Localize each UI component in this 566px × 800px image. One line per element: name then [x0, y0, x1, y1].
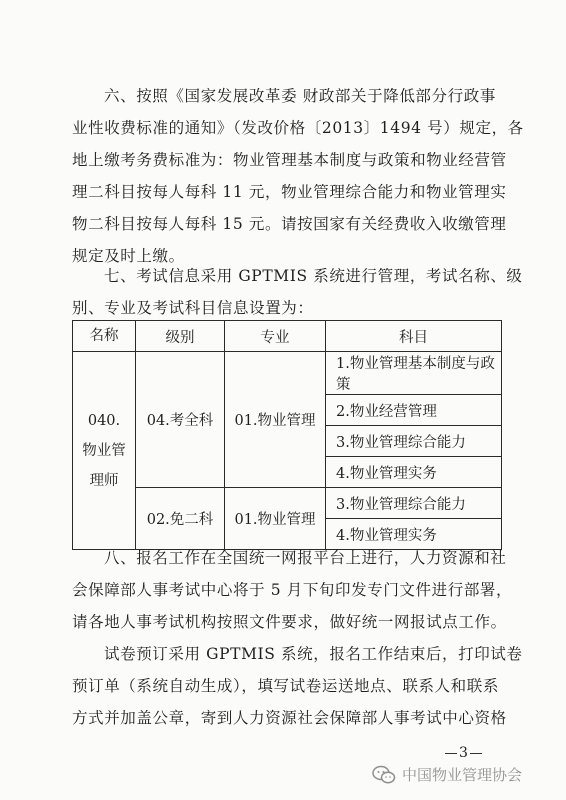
exam-name-line: 040.: [87, 412, 121, 429]
text-line: 业性收费标准的通知》（发改价格〔2013〕1494 号）规定，各: [72, 119, 524, 137]
exam-name-line: 理师: [89, 472, 119, 489]
exam-name-cell: [73, 352, 136, 550]
wechat-icon: [372, 765, 396, 785]
subject-cell: 4.物业管理实务: [326, 519, 502, 550]
subject-cell: 1.物业管理基本制度与政策: [326, 352, 502, 395]
text-line: 六、按照《国家发展改革委 财政部关于降低部分行政事: [104, 87, 496, 105]
dash-left: [445, 753, 457, 754]
text-line: 八、报名工作在全国统一网报平台上进行，人力资源和社: [104, 549, 507, 567]
text-line: 七、考试信息采用 GPTMIS 系统进行管理，考试名称、级: [104, 267, 523, 285]
level-cell: 04.考全科: [136, 352, 225, 488]
page-number-value: 3: [459, 745, 468, 761]
subject-cell: 2.物业经营管理: [326, 395, 502, 426]
major-cell: 01.物业管理: [225, 488, 326, 550]
text-line: 试卷预订采用 GPTMIS 系统，报名工作结束后，打印试卷: [104, 645, 523, 663]
subject-cell: 4.物业管理实务: [326, 457, 502, 488]
header-subject: 科目: [326, 321, 502, 352]
text-line: 别、专业及考试科目信息设置为：: [72, 299, 314, 317]
text-line: 请各地人事考试机构按照文件要求，做好统一网报试点工作。: [72, 613, 507, 631]
text-line: 物二科目按每人每科 15 元。请按国家有关经费收入收缴管理: [72, 215, 507, 233]
text-line: 方式并加盖公章，寄到人力资源社会保障部人事考试中心资格: [72, 709, 507, 727]
header-level: 级别: [136, 321, 225, 352]
text-line: 会保障部人事考试中心将于 5 月下旬印发专门文件进行部署，: [72, 581, 513, 599]
subject-cell: 3.物业管理综合能力: [326, 426, 502, 457]
header-major: 专业: [225, 321, 326, 352]
level-cell: 02.免二科: [136, 488, 225, 550]
header-name: 名称: [73, 321, 136, 352]
major-cell: 01.物业管理: [225, 352, 326, 488]
watermark-text: 中国物业管理协会: [402, 766, 523, 784]
table-row: [73, 488, 502, 519]
exam-info-table: [72, 320, 502, 550]
text-line: 地上缴考务费标准为：物业管理基本制度与政策和物业经营管: [72, 151, 507, 169]
exam-name-line: 物业管: [82, 442, 126, 459]
subject-cell: 3.物业管理综合能力: [326, 488, 502, 519]
text-line: 规定及时上缴。: [72, 247, 185, 265]
watermark: [372, 764, 522, 785]
table-header-row: [73, 321, 502, 352]
page-number: [443, 745, 484, 761]
table-row: [73, 352, 502, 395]
text-line: 理二科目按每人每科 11 元，物业管理综合能力和物业管理实: [72, 183, 507, 201]
dash-right: [470, 753, 482, 754]
text-line: 预订单（系统自动生成），填写试卷运送地点、联系人和联系: [72, 677, 499, 695]
